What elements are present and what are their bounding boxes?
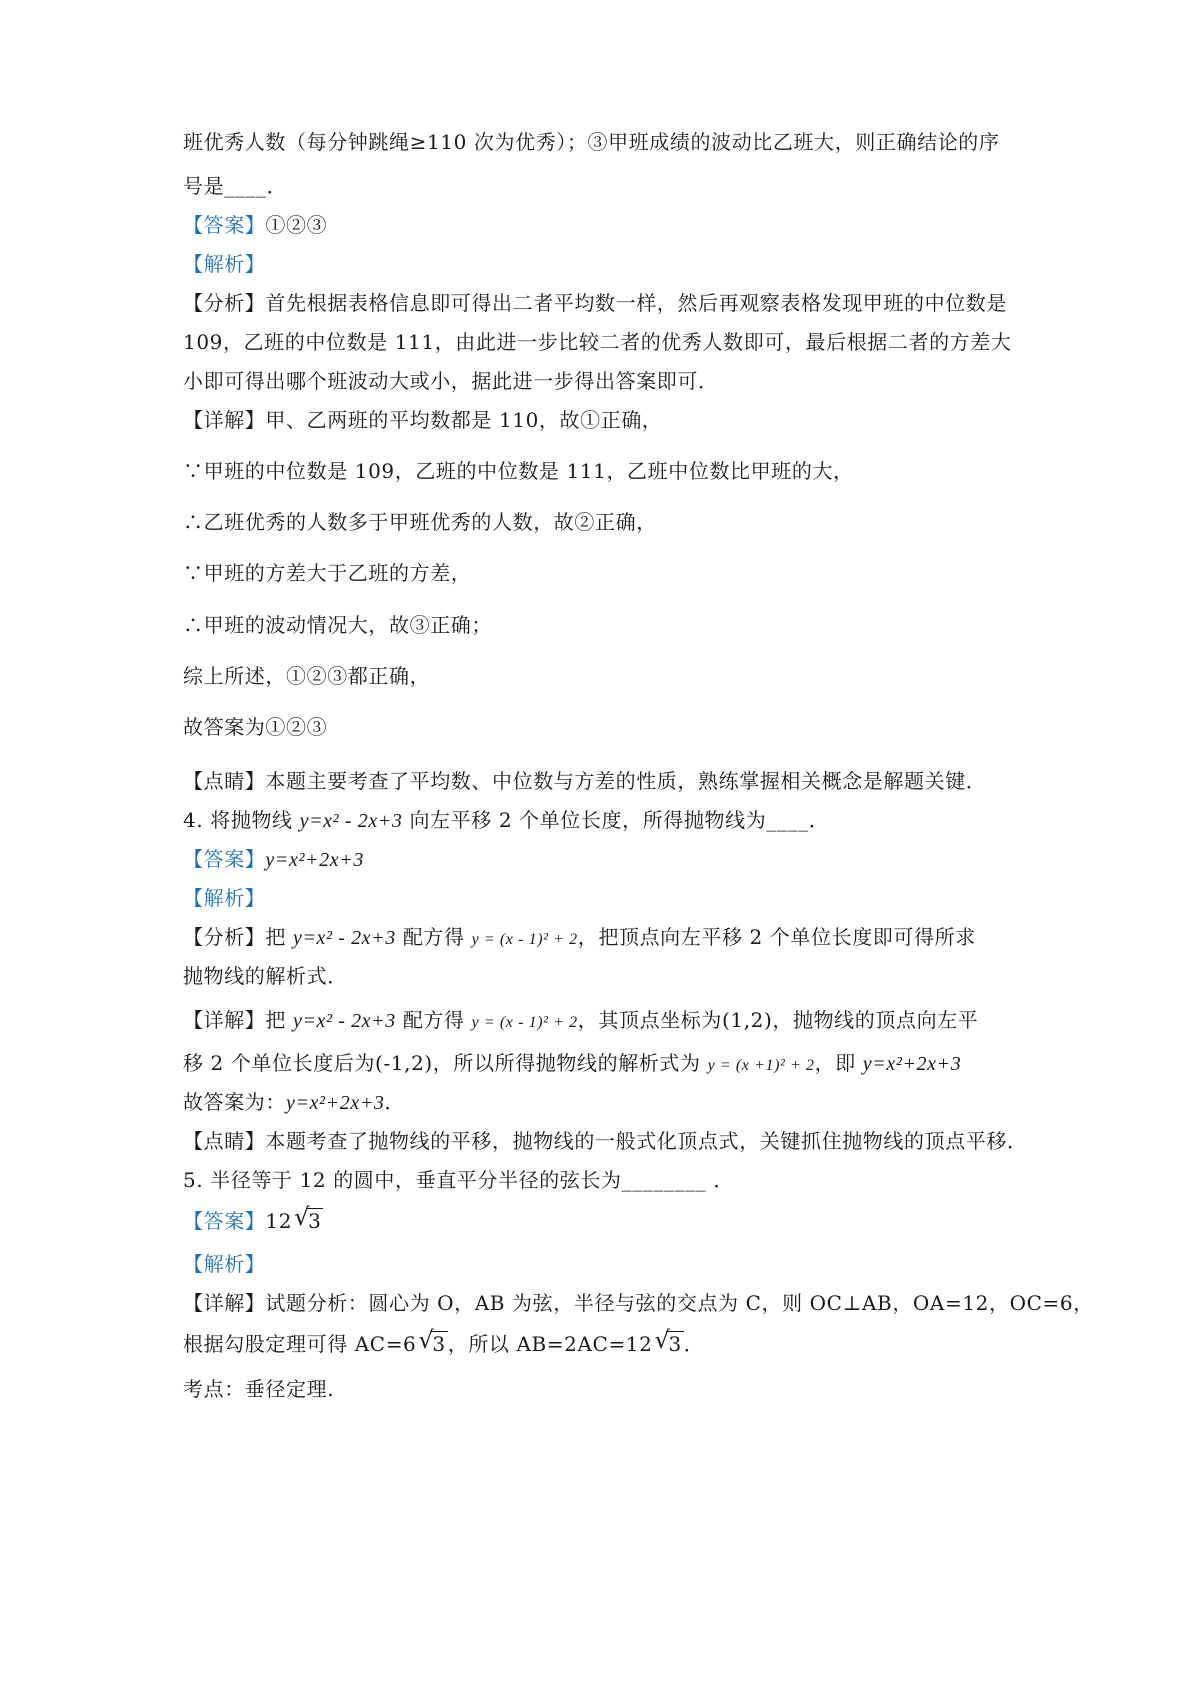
answer-tag: 【答案】 bbox=[183, 1209, 266, 1233]
text-line: 故答案为①②③ bbox=[183, 715, 328, 739]
text-line: 考点：垂径定理. bbox=[183, 1377, 335, 1401]
answer-value: y=x²+2x+3 bbox=[265, 849, 364, 871]
text-line: ∵甲班的中位数是 109，乙班的中位数是 111，乙班中位数比甲班的大， bbox=[183, 459, 854, 483]
equation: y=x²+2x+3 bbox=[862, 1053, 962, 1075]
text-line: 【点睛】本题主要考查了平均数、中位数与方差的性质，熟练掌握相关概念是解题关键． bbox=[183, 769, 987, 793]
section-tag: 【分析】 bbox=[183, 925, 266, 949]
section-tag: 【详解】 bbox=[183, 1008, 266, 1032]
equation: y=x² - 2x+3 bbox=[292, 927, 396, 949]
equation: y=x²+2x+3 bbox=[286, 1092, 385, 1114]
question-5: 5. 半径等于 12 的圆中，垂直平分半径的弦长为________ ． bbox=[183, 1168, 734, 1192]
text-line: 【分析】首先根据表格信息即可得出二者平均数一样，然后再观察表格发现甲班的中位数是 bbox=[183, 291, 1008, 315]
text-line: 小即可得出哪个班波动大或小，据此进一步得出答案即可． bbox=[183, 369, 719, 393]
text-line: 【详解】把 y=x² - 2x+3 配方得 y = (x - 1)² + 2，其顶点坐标为(1,2)，抛物线的顶点向左平 bbox=[183, 1008, 979, 1032]
text-line: ∴乙班优秀的人数多于甲班优秀的人数，故②正确， bbox=[183, 510, 657, 534]
equation: y = (x - 1)² + 2 bbox=[471, 1014, 578, 1031]
answer-value: 12 bbox=[265, 1209, 293, 1233]
answer-line bbox=[183, 211, 327, 239]
answer-line bbox=[183, 845, 364, 874]
equation: y=x² - 2x+3 bbox=[299, 810, 403, 832]
analysis-tag: 【解析】 bbox=[183, 252, 266, 276]
analysis-tag: 【解析】 bbox=[183, 1252, 266, 1276]
text-line: 【点睛】本题考查了抛物线的平移，抛物线的一般式化顶点式，关键抓住抛物线的顶点平移． bbox=[183, 1129, 1028, 1153]
text-line: 综上所述，①②③都正确， bbox=[183, 664, 431, 688]
answer-tag: 【答案】 bbox=[183, 847, 266, 871]
question-4: 4. 将抛物线 y=x² - 2x+3 向左平移 2 个单位长度，所得抛物线为____． bbox=[183, 808, 830, 832]
text-line: 【详解】试题分析：圆心为 O，AB 为弦，半径与弦的交点为 C，则 OC⊥AB，OA=12，OC=6， bbox=[183, 1291, 1094, 1315]
sqrt-symbol: √ 3 bbox=[654, 1330, 683, 1358]
answer-tag: 【答案】 bbox=[183, 213, 266, 237]
text-line: 号是____． bbox=[183, 174, 288, 198]
section-tag: 【分析】 bbox=[183, 291, 266, 315]
text-line: 【分析】把 y=x² - 2x+3 配方得 y = (x - 1)² + 2，把顶点向左平移 2 个单位长度即可得所求 bbox=[183, 925, 976, 949]
text-line: 故答案为：y=x²+2x+3． bbox=[183, 1090, 406, 1114]
text-line: ∴甲班的波动情况大，故③正确； bbox=[183, 613, 492, 637]
equation: y=x² - 2x+3 bbox=[292, 1010, 396, 1032]
text-line: 班优秀人数（每分钟跳绳≥110 次为优秀）；③甲班成绩的波动比乙班大，则正确结论的序 bbox=[183, 130, 1000, 154]
text-line: 【详解】甲、乙两班的平均数都是 110，故①正确， bbox=[183, 408, 663, 432]
text-line: 109，乙班的中位数是 111，由此进一步比较二者的优秀人数即可，最后根据二者的方差大 bbox=[183, 330, 1012, 354]
answer-value: ①②③ bbox=[265, 213, 328, 237]
sqrt-symbol: √ 3 bbox=[294, 1207, 323, 1235]
equation: y = (x +1)² + 2 bbox=[707, 1057, 815, 1074]
answer-line bbox=[183, 1207, 323, 1235]
text-line: 抛物线的解析式． bbox=[183, 964, 348, 988]
analysis-tag: 【解析】 bbox=[183, 886, 266, 910]
sqrt-symbol: √ 3 bbox=[418, 1330, 447, 1358]
text-line: 移 2 个单位长度后为(-1,2)，所以所得抛物线的解析式为 y = (x +1)² + 2，即 y=x²+2x+3 bbox=[183, 1051, 962, 1075]
section-tag: 【详解】 bbox=[183, 1291, 266, 1315]
text-line: ∵甲班的方差大于乙班的方差， bbox=[183, 561, 472, 585]
equation: y = (x - 1)² + 2 bbox=[471, 931, 578, 948]
text-line: 根据勾股定理可得 AC=6√ 3 ，所以 AB=2AC=12√ 3 ． bbox=[183, 1330, 704, 1358]
